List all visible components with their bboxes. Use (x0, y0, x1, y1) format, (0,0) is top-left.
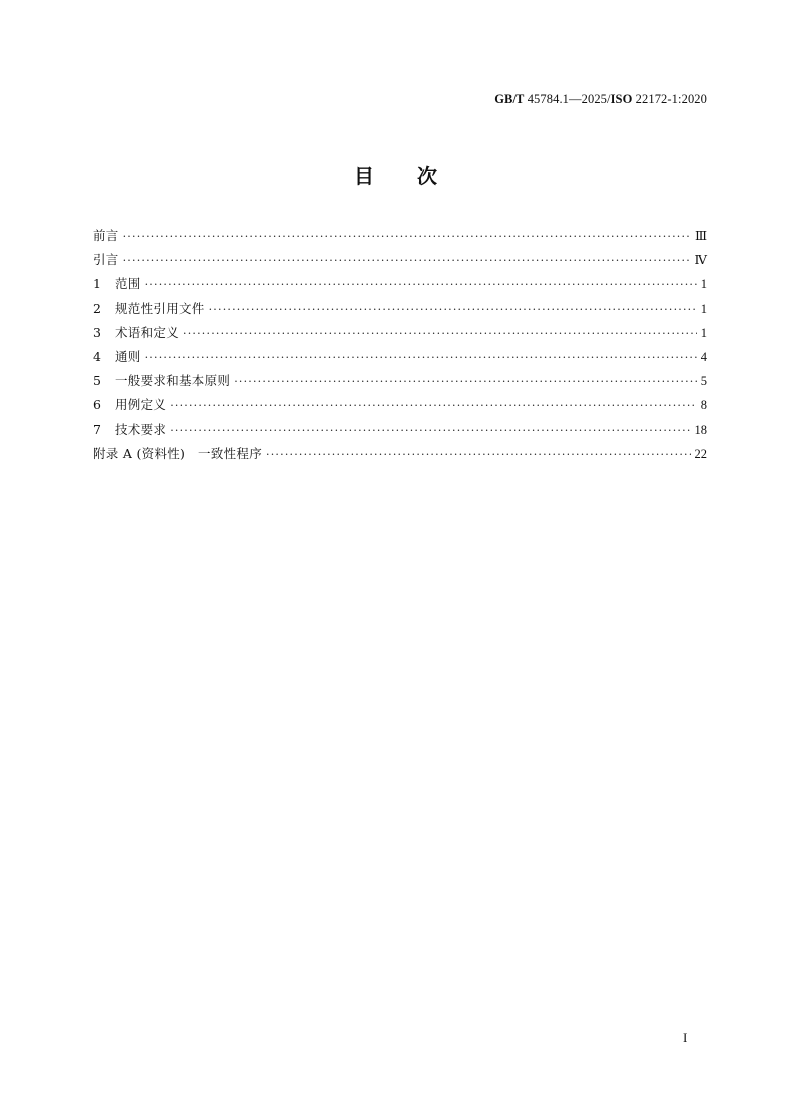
toc-entry-label: 一般要求和基本原则 (115, 373, 231, 389)
page-number: I (683, 1030, 688, 1045)
toc-leader-dots (170, 399, 697, 412)
toc-entry-number: 3 (93, 324, 101, 340)
iso-number: 22172-1:2020 (632, 92, 707, 106)
iso-code: ISO (610, 92, 633, 106)
toc-entry-label: 用例定义 (115, 397, 167, 413)
toc-entry-page: 5 (700, 374, 707, 389)
toc-entry-label: 术语和定义 (115, 324, 180, 340)
toc-leader-dots (123, 254, 691, 267)
toc-entry-number: 7 (93, 421, 101, 437)
toc-entry-page: 4 (700, 349, 707, 364)
toc-leader-dots (266, 448, 690, 461)
toc-leader-dots (145, 278, 697, 291)
toc-entry[interactable] (93, 226, 707, 250)
toc-entry-label: 规范性引用文件 (115, 300, 205, 316)
toc-entry-page: Ⅲ (694, 229, 707, 243)
toc-entry[interactable] (93, 371, 707, 395)
toc-leader-dots (234, 375, 697, 388)
toc-entry-label: 技术要求 (115, 421, 167, 437)
toc-entry-number: 2 (93, 300, 101, 316)
toc-entry[interactable] (93, 274, 707, 298)
toc-entry[interactable] (93, 395, 707, 419)
standard-header (494, 92, 707, 107)
toc-entry-page: 18 (694, 422, 707, 437)
toc-entry-page: 22 (694, 446, 707, 461)
toc-entry-number: 5 (93, 373, 101, 389)
table-of-contents (93, 226, 707, 468)
toc-entry-page: 1 (700, 325, 707, 340)
toc-leader-dots (145, 351, 697, 364)
toc-entry-number: 6 (93, 397, 101, 413)
toc-entry-page: 1 (700, 301, 707, 316)
toc-entry-label: 通则 (115, 348, 141, 364)
toc-entry[interactable] (93, 444, 707, 468)
toc-entry[interactable] (93, 323, 707, 347)
toc-leader-dots (209, 303, 697, 316)
title-char-2: 次 (417, 164, 438, 188)
toc-entry[interactable] (93, 250, 707, 274)
toc-leader-dots (183, 327, 697, 340)
standard-code: GB/T (494, 92, 525, 106)
toc-leader-dots (170, 424, 690, 437)
toc-entry-page: 1 (700, 277, 707, 292)
toc-entry-number: 1 (93, 276, 101, 292)
toc-entry-label: 范围 (115, 276, 141, 292)
toc-entry-label: 前言 (93, 228, 119, 243)
title-char-1: 目 (354, 164, 375, 188)
toc-entry-page: Ⅳ (694, 253, 707, 268)
standard-number: 45784.1—2025/ (524, 92, 611, 106)
toc-entry[interactable] (93, 420, 707, 444)
page-title (0, 160, 792, 189)
toc-entry-page: 8 (700, 398, 707, 413)
toc-entry-label: 附录 A (资料性) 一致性程序 (93, 445, 263, 461)
toc-entry[interactable] (93, 347, 707, 371)
toc-entry-label: 引言 (93, 252, 119, 268)
toc-entry[interactable] (93, 299, 707, 323)
toc-entry-number: 4 (93, 348, 101, 364)
toc-leader-dots (123, 230, 691, 243)
